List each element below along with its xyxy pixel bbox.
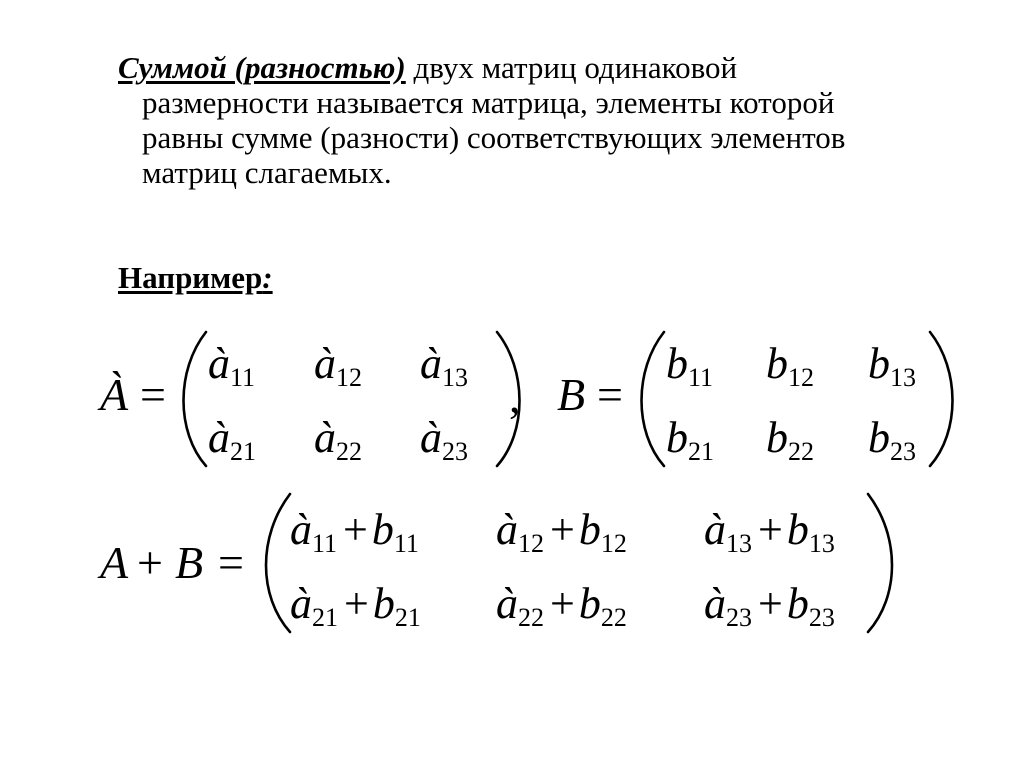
matrix-b-cell-13-subscript: 13	[890, 363, 916, 392]
matrix-sum-cell-22-b-subscript: 22	[600, 603, 627, 632]
matrix-a-equation	[97, 332, 521, 466]
sum-plus: +	[137, 537, 163, 588]
matrix-b-cell-23	[868, 413, 916, 466]
matrix-sum-cell-23	[704, 579, 835, 632]
matrix-sum-cell-11-b-subscript: 11	[393, 529, 419, 558]
matrix-sum-cell-21-b-subscript: 21	[394, 603, 421, 632]
matrix-sum-cell-13-a: à	[704, 505, 726, 554]
matrix-a-cell-21-subscript: 21	[230, 437, 256, 466]
matrix-b-symbol: B	[557, 369, 586, 420]
matrix-a-cell-11-subscript: 11	[230, 363, 256, 392]
sum-symbol-b: B	[175, 537, 204, 588]
matrix-sum-cell-13-b-subscript: 13	[808, 529, 835, 558]
matrix-a-cell-21-base: à	[208, 413, 230, 462]
matrix-sum-cell-23-b-subscript: 23	[808, 603, 835, 632]
definition-line-2: размерности называется матрица, элементы которой	[142, 85, 835, 120]
matrix-b-cell-12-base: b	[766, 339, 788, 388]
matrix-sum-cell-12-plus: +	[550, 505, 575, 554]
definition-line-1-rest: двух матриц одинаковой	[405, 50, 738, 85]
matrix-sum-right-paren	[868, 494, 892, 632]
definition-line-4: матриц слагаемых.	[142, 155, 392, 190]
matrix-a-cell-22-base: à	[314, 413, 336, 462]
matrix-sum-cell-23-a: à	[704, 579, 726, 628]
matrix-sum-cell-21-a-subscript: 21	[312, 603, 338, 632]
matrix-sum-cell-13-a-subscript: 13	[726, 529, 752, 558]
matrix-b-cell-21-base: b	[666, 413, 688, 462]
matrix-sum-cell-23-a-subscript: 23	[726, 603, 752, 632]
matrix-sum-cell-11-a-subscript: 11	[312, 529, 338, 558]
matrix-a-cell-13-base: à	[420, 339, 442, 388]
matrix-a-cell-13	[420, 339, 468, 392]
matrix-b-equation	[557, 332, 953, 466]
matrix-b-cell-22	[766, 413, 814, 466]
matrix-sum-cell-12	[496, 505, 627, 558]
matrix-a-equals: =	[140, 369, 166, 420]
matrix-sum-cell-11-b: b	[371, 505, 394, 554]
matrix-b-cell-23-subscript: 23	[890, 437, 916, 466]
matrix-a-cell-23	[420, 413, 468, 466]
definition-term: Суммой (разностью)	[118, 50, 406, 85]
matrix-sum-cell-12-b: b	[578, 505, 601, 554]
matrix-b-cell-11	[666, 339, 713, 392]
matrix-sum-cell-23-plus: +	[758, 579, 783, 628]
matrix-b-cell-12	[766, 339, 814, 392]
matrix-b-left-paren	[642, 332, 665, 466]
matrix-b-cell-11-base: b	[666, 339, 688, 388]
matrix-sum-cell-11-plus: +	[343, 505, 368, 554]
matrix-a-comma: ,	[509, 371, 521, 422]
example-label-text: Например	[118, 260, 263, 295]
matrix-a-cell-23-subscript: 23	[442, 437, 468, 466]
matrix-a-cell-13-subscript: 13	[442, 363, 468, 392]
matrix-sum-cell-22-a: à	[496, 579, 518, 628]
matrix-b-cell-22-subscript: 22	[788, 437, 814, 466]
matrix-a-cell-22	[314, 413, 362, 466]
matrix-sum-cell-22-a-subscript: 22	[518, 603, 544, 632]
matrix-a-cell-12-base: à	[314, 339, 336, 388]
matrix-a-cell-11	[208, 339, 255, 392]
matrix-sum-cell-22-b: b	[578, 579, 601, 628]
matrix-b-cell-21	[666, 413, 714, 466]
sum-symbol-a: A	[100, 537, 129, 588]
matrix-sum-left-paren	[266, 494, 290, 632]
matrix-a-cell-12	[314, 339, 362, 392]
matrix-b-cell-12-subscript: 12	[788, 363, 814, 392]
matrix-a-cell-12-subscript: 12	[336, 363, 362, 392]
matrix-sum-cell-12-a-subscript: 12	[518, 529, 544, 558]
matrix-b-cells	[666, 339, 916, 466]
matrix-sum-equation	[97, 494, 892, 632]
matrix-a-cells	[208, 339, 468, 466]
matrix-a-symbol: À	[100, 369, 129, 420]
matrix-b-cell-11-subscript: 11	[688, 363, 714, 392]
matrix-b-cell-22-base: b	[766, 413, 788, 462]
matrix-a-cell-11-base: à	[208, 339, 230, 388]
matrix-a-cell-23-base: à	[420, 413, 442, 462]
matrix-b-cell-23-base: b	[868, 413, 890, 462]
matrix-sum-cell-21-a: à	[290, 579, 312, 628]
definition-line-3: равны сумме (разности) соответствующих элементов	[142, 120, 846, 155]
matrix-sum-cell-22-plus: +	[550, 579, 575, 628]
matrix-b-cell-13-base: b	[868, 339, 890, 388]
matrix-sum-cell-13	[704, 505, 835, 558]
matrix-a-cell-22-subscript: 22	[336, 437, 362, 466]
matrix-sum-cell-23-b: b	[786, 579, 809, 628]
matrix-b-cell-13	[868, 339, 916, 392]
matrix-sum-cell-11-a: à	[290, 505, 312, 554]
matrix-sum-cell-21	[290, 579, 421, 632]
matrix-a-cell-21	[208, 413, 256, 466]
matrix-sum-cells	[290, 505, 835, 632]
matrix-sum-cell-21-b: b	[372, 579, 395, 628]
example-label-colon: :	[262, 260, 273, 295]
sum-equals: =	[218, 537, 244, 588]
matrix-sum-cell-13-plus: +	[758, 505, 783, 554]
matrix-b-equals: =	[597, 369, 623, 420]
matrix-b-right-paren	[930, 332, 953, 466]
matrix-sum-cell-11	[290, 505, 419, 558]
matrix-sum-cell-12-a: à	[496, 505, 518, 554]
matrix-sum-cell-12-b-subscript: 12	[600, 529, 627, 558]
matrix-sum-cell-13-b: b	[786, 505, 809, 554]
matrix-sum-cell-22	[496, 579, 627, 632]
matrix-sum-cell-21-plus: +	[344, 579, 369, 628]
matrix-b-cell-21-subscript: 21	[688, 437, 714, 466]
matrix-a-left-paren	[184, 332, 207, 466]
